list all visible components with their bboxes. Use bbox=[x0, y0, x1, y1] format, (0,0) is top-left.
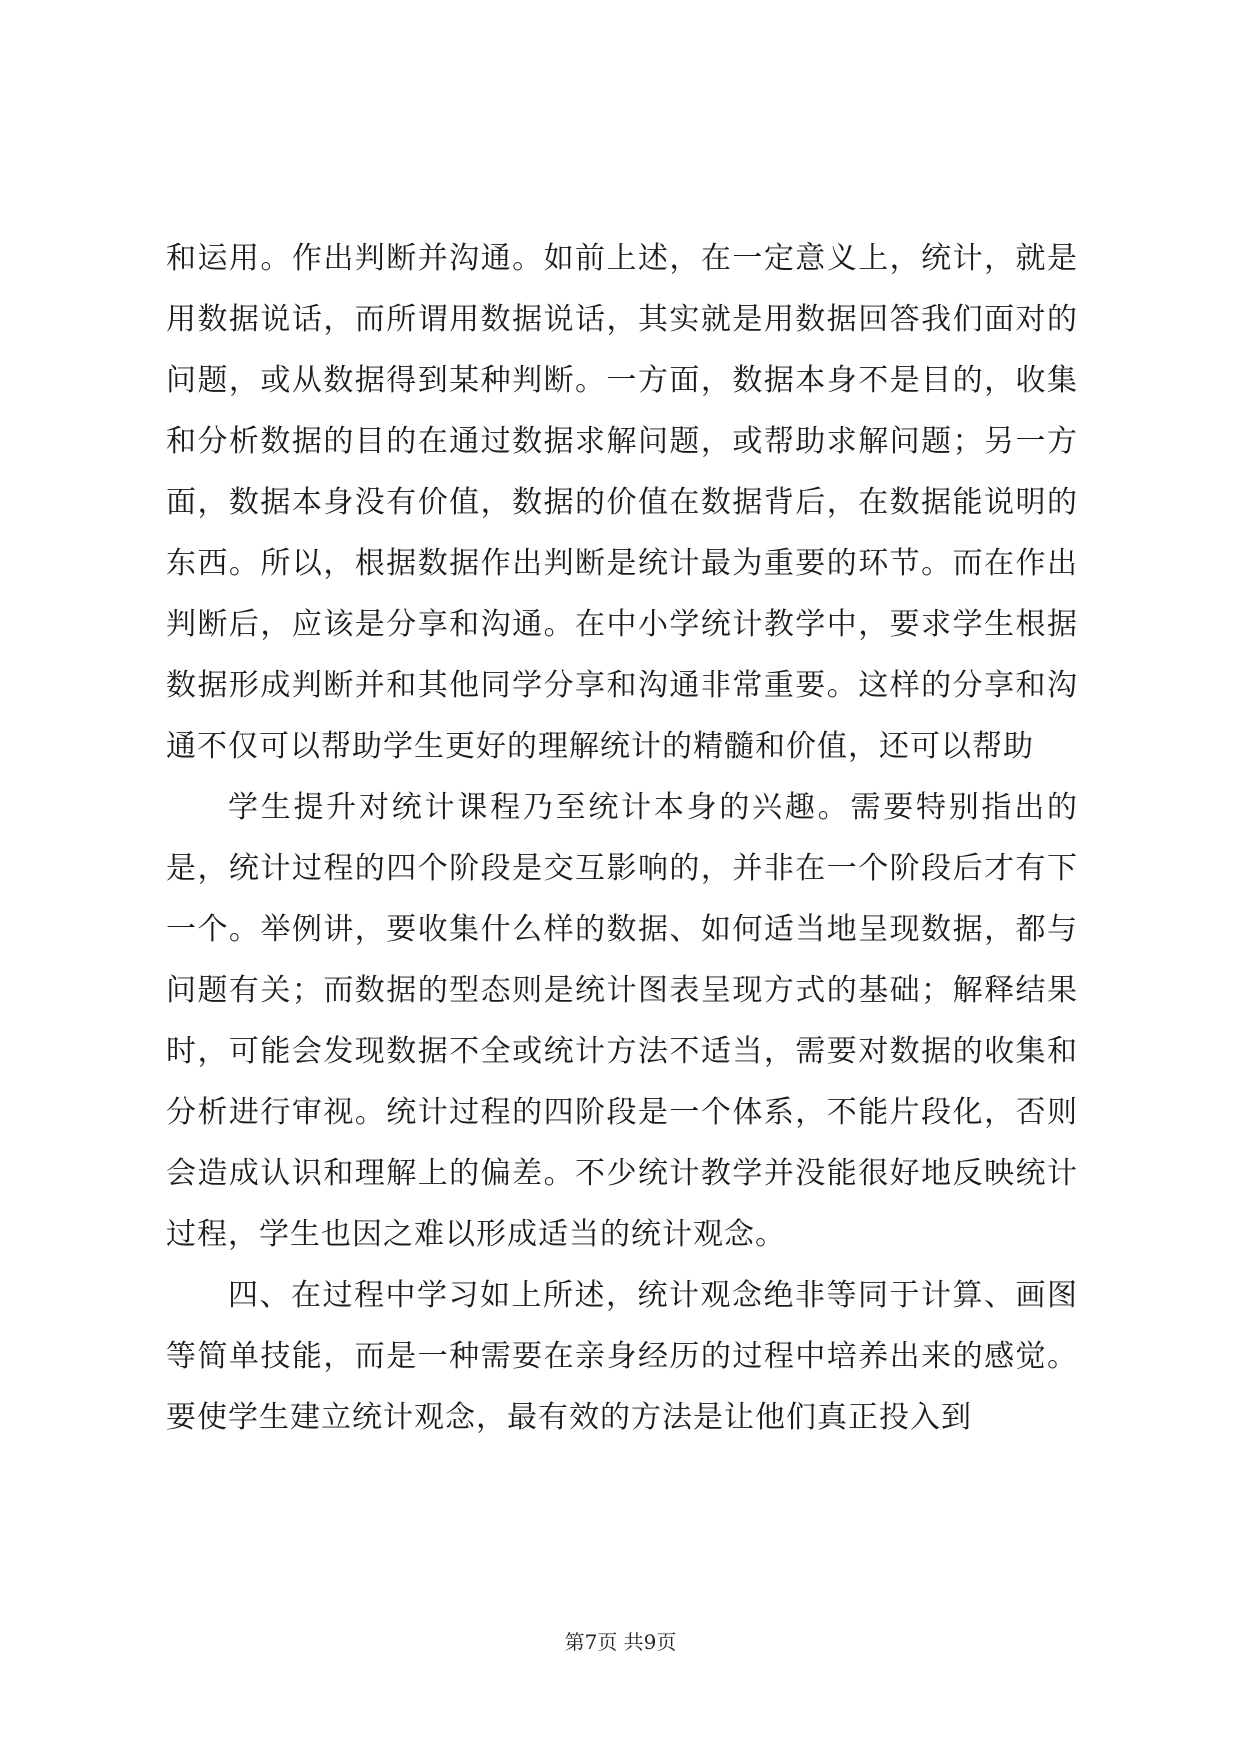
page-number-indicator: 第7页 共9页 bbox=[564, 1630, 677, 1654]
page-body bbox=[166, 228, 1078, 1448]
paragraph-2: 学生提升对统计课程乃至统计本身的兴趣。需要特别指出的是，统计过程的四个阶段是交互影响的，并非在一个阶段后才有下一个。举例讲，要收集什么样的数据、如何适当地呈现数据，都与问题有关；而数据的型态则是统计图表呈现方式的基础；解释结果时，可能会发现数据不全或统计方法不适当，需要对数据的收集和分析进行审视。统计过程的四阶段是一个体系，不能片段化，否则会造成认识和理解上的偏差。不少统计教学并没能很好地反映统计过程，学生也因之难以形成适当的统计观念。 bbox=[166, 790, 1078, 1252]
paragraph-1: 和运用。作出判断并沟通。如前上述，在一定意义上，统计，就是用数据说话，而所谓用数据说话，其实就是用数据回答我们面对的问题，或从数据得到某种判断。一方面，数据本身不是目的，收集和分析数据的目的在通过数据求解问题，或帮助求解问题；另一方面，数据本身没有价值，数据的价值在数据背后，在数据能说明的东西。所以，根据数据作出判断是统计最为重要的环节。而在作出判断后，应该是分享和沟通。在中小学统计教学中，要求学生根据数据形成判断并和其他同学分享和沟通非常重要。这样的分享和沟通不仅可以帮助学生更好的理解统计的精髓和价值，还可以帮助 bbox=[166, 241, 1078, 764]
page-footer bbox=[0, 1628, 1241, 1656]
paragraph-3: 四、在过程中学习如上所述，统计观念绝非等同于计算、画图等简单技能，而是一种需要在亲身经历的过程中培养出来的感觉。要使学生建立统计观念，最有效的方法是让他们真正投入到 bbox=[166, 1278, 1078, 1435]
